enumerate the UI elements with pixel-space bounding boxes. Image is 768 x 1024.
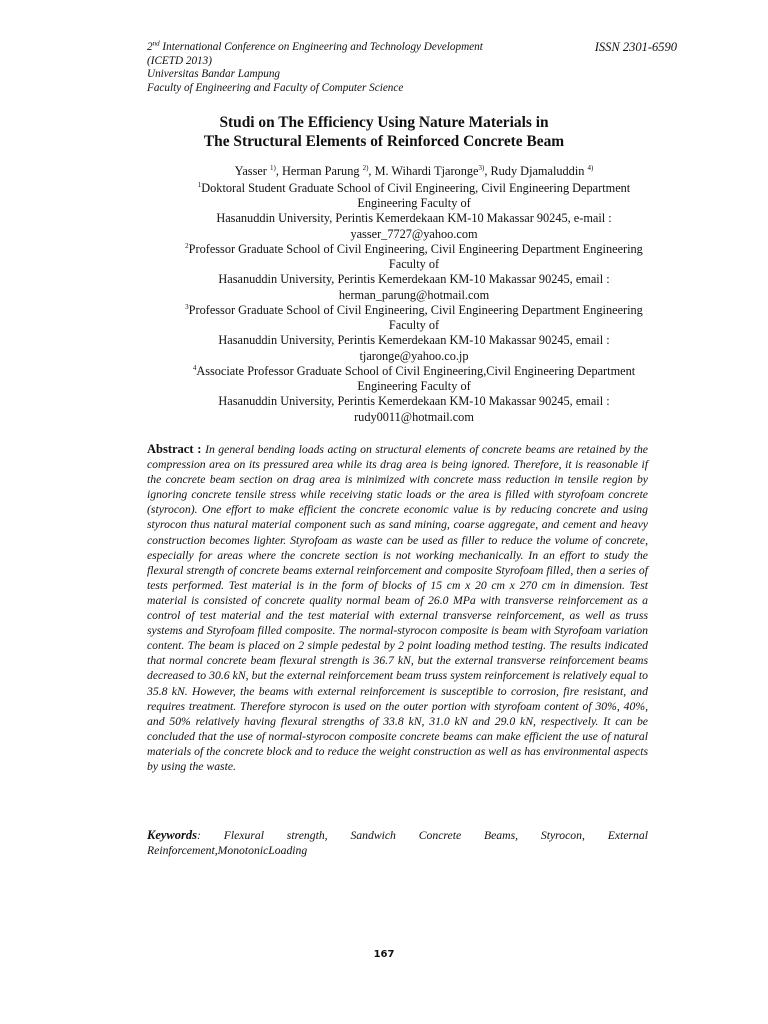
affiliation-email: tjaronge@yahoo.co.jp — [359, 348, 469, 363]
affiliation-mark: 3 — [185, 302, 189, 311]
affiliation-line: Hasanuddin University, Perintis Kemerdekaan KM-10 Makassar 90245, email : — [218, 394, 610, 409]
affiliation-line: Faculty of — [388, 257, 440, 272]
affiliation-email: yasser_7727@yahoo.com — [350, 226, 478, 241]
affiliation-email: herman_parung@hotmail.com — [338, 287, 490, 302]
affiliation-line — [140, 303, 688, 318]
paper-title — [100, 114, 668, 151]
faculty-name: Faculty of Engineering and Faculty of Computer Science — [147, 81, 404, 94]
conference-header — [147, 41, 677, 95]
abstract-label: Abstract : — [147, 442, 206, 456]
keywords-section — [147, 828, 648, 858]
affiliation-text: Doktoral Student Graduate School of Civil Engineering, Civil Engineering Department — [201, 181, 631, 195]
affiliation-line: Hasanuddin University, Perintis Kemerdekaan KM-10 Makassar 90245, e-mail : — [216, 211, 612, 226]
author-affiliation-mark: 2) — [362, 163, 369, 172]
conference-ordinal-sup: nd — [152, 39, 160, 48]
conference-name: International Conference on Engineering and Technology Development — [159, 41, 483, 53]
author-affiliation-mark: 4) — [587, 163, 594, 172]
affiliation-3 — [140, 303, 688, 364]
university-name: Universitas Bandar Lampung — [147, 68, 281, 81]
affiliation-mark: 1 — [197, 180, 202, 189]
author-list — [140, 164, 688, 179]
affiliation-line: Faculty of — [388, 318, 440, 333]
title-line-2: The Structural Elements of Reinforced Concrete Beam — [203, 132, 565, 150]
affiliation-2 — [140, 242, 688, 303]
affiliation-line: Hasanuddin University, Perintis Kemerdekaan KM-10 Makassar 90245, email : — [218, 333, 610, 348]
author-affiliation-mark: 1) — [269, 163, 276, 172]
author-name: Yasser — [234, 164, 270, 178]
title-line-1: Studi on The Efficiency Using Nature Materials in — [219, 114, 549, 131]
affiliation-line — [140, 181, 688, 196]
conference-ordinal: 2 — [147, 41, 153, 53]
author-name: , M. Wihardi Tjaronge — [368, 164, 479, 178]
keywords-label: Keywords — [147, 828, 197, 842]
keywords-text: : Flexural strength, Sandwich Concrete Beams, Styrocon, External Reinforcement,MonotonicLoading — [147, 829, 648, 858]
abstract-section — [147, 442, 648, 774]
author-name: , Herman Parung — [275, 164, 363, 178]
author-name: , Rudy Djamaluddin — [484, 164, 588, 178]
affiliation-text: Professor Graduate School of Civil Engineering, Civil Engineering Department Engineering — [188, 242, 643, 256]
affiliation-mark: 2 — [185, 241, 189, 250]
abstract-text: In general bending loads acting on structural elements of concrete beams are retained by the compression area on its pressured area while its drag area is being ignored. Therefore, it is reasonable if the concrete beam section on drag area is minimized with concrete mass reduction in tensile region by ignoring concrete tensile stress while receiving static loads or the area is filled with styrofoam concrete (styrocon). One effort to make efficient the concrete economic value is by reducing concrete and using styrocon thus natural material component such as sand mining, coarse aggregate, and cement and heavy construction becomes lighter. Styrofoam as waste can be used as filler to reduce the volume of concrete, especially for areas where the concrete section is not working mechanically. In an effort to study the flexural strength of concrete beams external reinforcement and composite Styrofoam filled, then a series of tests performed. Test material is in the form of blocks of 15 cm x 20 cm x 270 cm in dimension. Test material is consisted of concrete quality normal beam of 26.0 MPa with transverse reinforcement as a control of test material and the test material with external transverse reinforcement, as well as truss systems and Styrofoam filled composite. The normal-styrocon composite is beam with Styrofoam variation content. The beam is placed on 2 simple pedestal by 2 point loading method testing. The results indicated that normal concrete beam flexural strength is 36.7 kN, but the external transverse reinforcement beams decreased to 30.6 kN, but the external reinforcement beam truss system reinforcement is relatively equal to 35.8 kN. However, the beams with external reinforcement is susceptible to corrosion, fire resistant, and requires treatment. Therefore styrocon is used on the outer portion with styrofoam content of 30%, 40%, and 50% relatively having flexural strengths of 33.8 kN, 31.0 kN and 29.0 kN, respectively. It can be concluded that the use of normal-styrocon composite concrete beams can make efficient the use of natural materials of the concrete block and to reduce the weight construction as well as has environmental aspects by using the waste. — [147, 443, 648, 773]
affiliation-email: rudy0011@hotmail.com — [354, 409, 474, 424]
affiliation-line: Engineering Faculty of — [357, 196, 471, 211]
affiliation-mark: 4 — [192, 363, 197, 372]
affiliation-text: Associate Professor Graduate School of Civil Engineering,Civil Engineering Department — [196, 364, 636, 378]
affiliation-line — [140, 242, 688, 257]
issn: ISSN 2301-6590 — [594, 40, 677, 54]
affiliation-line: Hasanuddin University, Perintis Kemerdekaan KM-10 Makassar 90245, email : — [218, 272, 610, 287]
author-affiliation-mark: 3) — [478, 163, 485, 172]
page-number: 167 — [373, 949, 395, 960]
affiliation-line — [140, 364, 688, 379]
affiliation-line: Engineering Faculty of — [357, 379, 471, 394]
affiliation-1 — [140, 181, 688, 242]
affiliation-text: Professor Graduate School of Civil Engineering, Civil Engineering Department Engineering — [188, 303, 643, 317]
conference-acronym: (ICETD 2013) — [147, 54, 212, 67]
affiliation-4 — [140, 364, 688, 425]
